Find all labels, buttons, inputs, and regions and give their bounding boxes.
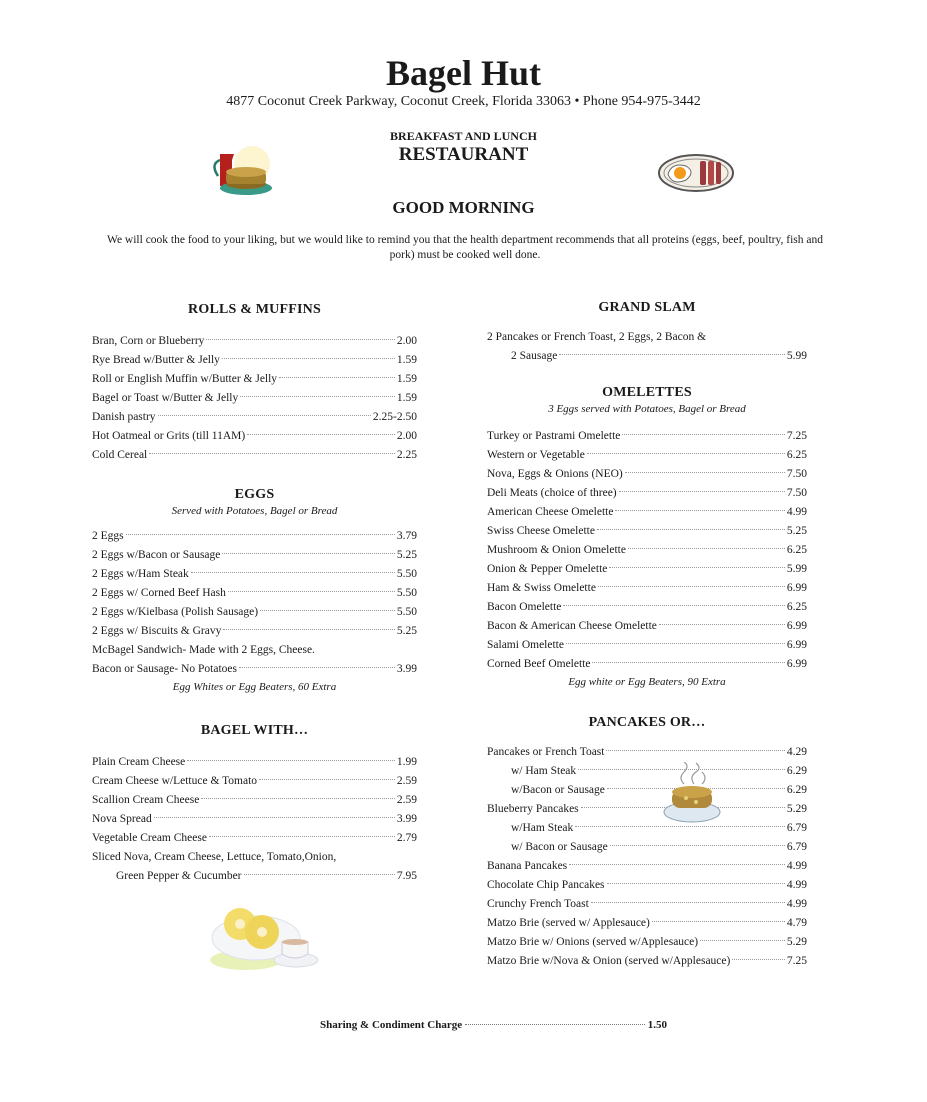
menu-item: Crunchy French Toast 4.99 (487, 898, 807, 910)
bagel-with-section (92, 723, 417, 886)
menu-item: w/ Bacon or Sausage 6.79 (511, 841, 807, 853)
menu-item: Danish pastry 2.25-2.50 (92, 411, 417, 423)
menu-item: Pancakes or French Toast 4.29 (487, 746, 807, 758)
menu-item: Turkey or Pastrami Omelette 7.25 (487, 430, 807, 442)
menu-item: Rye Bread w/Butter & Jelly 1.59 (92, 354, 417, 366)
menu-item: Swiss Cheese Omelette 5.25 (487, 525, 807, 537)
section-title: OMELETTES (602, 385, 692, 400)
menu-item: 2 Eggs w/ Biscuits & Gravy 5.25 (92, 625, 417, 637)
menu-item: Chocolate Chip Pancakes 4.99 (487, 879, 807, 891)
menu-item: Cream Cheese w/Lettuce & Tomato 2.59 (92, 775, 417, 787)
eggs-section (92, 487, 417, 693)
subtitle-breakfast-lunch: BREAKFAST AND LUNCH (390, 129, 537, 143)
pancakes-and-syrup-pitcher-icon (206, 146, 274, 198)
menu-item: Deli Meats (choice of three) 7.50 (487, 487, 807, 499)
section-title: ROLLS & MUFFINS (188, 302, 321, 317)
menu-item: Roll or English Muffin w/Butter & Jelly 1.59 (92, 373, 417, 385)
menu-item: Vegetable Cream Cheese 2.79 (92, 832, 417, 844)
menu-item-description: Sliced Nova, Cream Cheese, Lettuce, Tomato,Onion, (92, 851, 337, 863)
grand-slam-section (487, 300, 807, 366)
menu-item: Matzo Brie w/ Onions (served w/Applesauce) 5.29 (487, 936, 807, 948)
menu-item: Ham & Swiss Omelette 6.99 (487, 582, 807, 594)
menu-item: Bran, Corn or Blueberry 2.00 (92, 335, 417, 347)
section-title: GRAND SLAM (598, 300, 696, 315)
menu-item: w/Ham Steak 6.79 (511, 822, 807, 834)
menu-item: Bacon or Sausage- No Potatoes 3.99 (92, 663, 417, 675)
menu-item: 2 Eggs w/ Corned Beef Hash 5.50 (92, 587, 417, 599)
section-subtitle: 3 Eggs served with Potatoes, Bagel or Bread (548, 403, 746, 415)
section-note: Egg Whites or Egg Beaters, 60 Extra (172, 681, 337, 693)
menu-item: Nova, Eggs & Onions (NEO) 7.50 (487, 468, 807, 480)
section-title: EGGS (234, 487, 275, 502)
restaurant-address: 4877 Coconut Creek Parkway, Coconut Creek, Florida 33063 • Phone 954-975-3442 (226, 94, 701, 109)
menu-item: Green Pepper & Cucumber 7.95 (116, 870, 417, 882)
restaurant-name: Bagel Hut (385, 53, 541, 93)
menu-item: Scallion Cream Cheese 2.59 (92, 794, 417, 806)
menu-item: Salami Omelette 6.99 (487, 639, 807, 651)
charge-label: Sharing & Condiment Charge (320, 1019, 463, 1031)
section-title: BAGEL WITH… (200, 723, 309, 738)
section-note: Egg white or Egg Beaters, 90 Extra (568, 676, 726, 688)
menu-item: Cold Cereal 2.25 (92, 449, 417, 461)
pancakes-section (487, 715, 807, 971)
menu-item: Plain Cream Cheese 1.99 (92, 756, 417, 768)
menu-item: 2 Sausage 5.99 (511, 350, 807, 362)
menu-item-description: 2 Pancakes or French Toast, 2 Eggs, 2 Bacon & (487, 331, 707, 343)
section-subtitle: Served with Potatoes, Bagel or Bread (171, 505, 338, 517)
bagels-and-coffee-icon (206, 898, 324, 974)
menu-item: Western or Vegetable 6.25 (487, 449, 807, 461)
section-title: PANCAKES OR… (588, 715, 706, 730)
menu-item: Hot Oatmeal or Grits (till 11AM) 2.00 (92, 430, 417, 442)
menu-item: 2 Eggs w/Bacon or Sausage 5.25 (92, 549, 417, 561)
rolls-muffins-section (92, 302, 417, 465)
subtitle-restaurant: RESTAURANT (398, 144, 529, 165)
menu-item: w/Bacon or Sausage 6.29 (511, 784, 807, 796)
omelettes-section (487, 385, 807, 688)
menu-item: 2 Eggs 3.79 (92, 530, 417, 542)
greeting-heading: GOOD MORNING (392, 198, 535, 217)
health-notice: We will cook the food to your liking, but we would like to remind you that the health department recommends that all proteins (eggs, beef, poultry, fish and pork) must be cooked well done. (107, 234, 823, 261)
eggs-and-bacon-plate-icon (656, 152, 736, 194)
menu-item: Bacon Omelette 6.25 (487, 601, 807, 613)
menu-item: Banana Pancakes 4.99 (487, 860, 807, 872)
menu-item-description: McBagel Sandwich- Made with 2 Eggs, Cheese. (92, 644, 315, 656)
menu-item: Blueberry Pancakes 5.29 (487, 803, 807, 815)
menu-item: 2 Eggs w/Kielbasa (Polish Sausage) 5.50 (92, 606, 417, 618)
menu-item: 2 Eggs w/Ham Steak 5.50 (92, 568, 417, 580)
menu-item: Bagel or Toast w/Butter & Jelly 1.59 (92, 392, 417, 404)
menu-item: Nova Spread 3.99 (92, 813, 417, 825)
menu-item: w/ Ham Steak 6.29 (511, 765, 807, 777)
steaming-pancakes-icon (662, 762, 722, 826)
sharing-charge-line (320, 1019, 667, 1031)
menu-item: Corned Beef Omelette 6.99 (487, 658, 807, 670)
charge-price: 1.50 (647, 1019, 667, 1031)
menu-item: Bacon & American Cheese Omelette 6.99 (487, 620, 807, 632)
menu-item: Matzo Brie (served w/ Applesauce) 4.79 (487, 917, 807, 929)
menu-item: Mushroom & Onion Omelette 6.25 (487, 544, 807, 556)
menu-item: Matzo Brie w/Nova & Onion (served w/Applesauce) 7.25 (487, 955, 807, 967)
menu-item: American Cheese Omelette 4.99 (487, 506, 807, 518)
menu-item: Onion & Pepper Omelette 5.99 (487, 563, 807, 575)
